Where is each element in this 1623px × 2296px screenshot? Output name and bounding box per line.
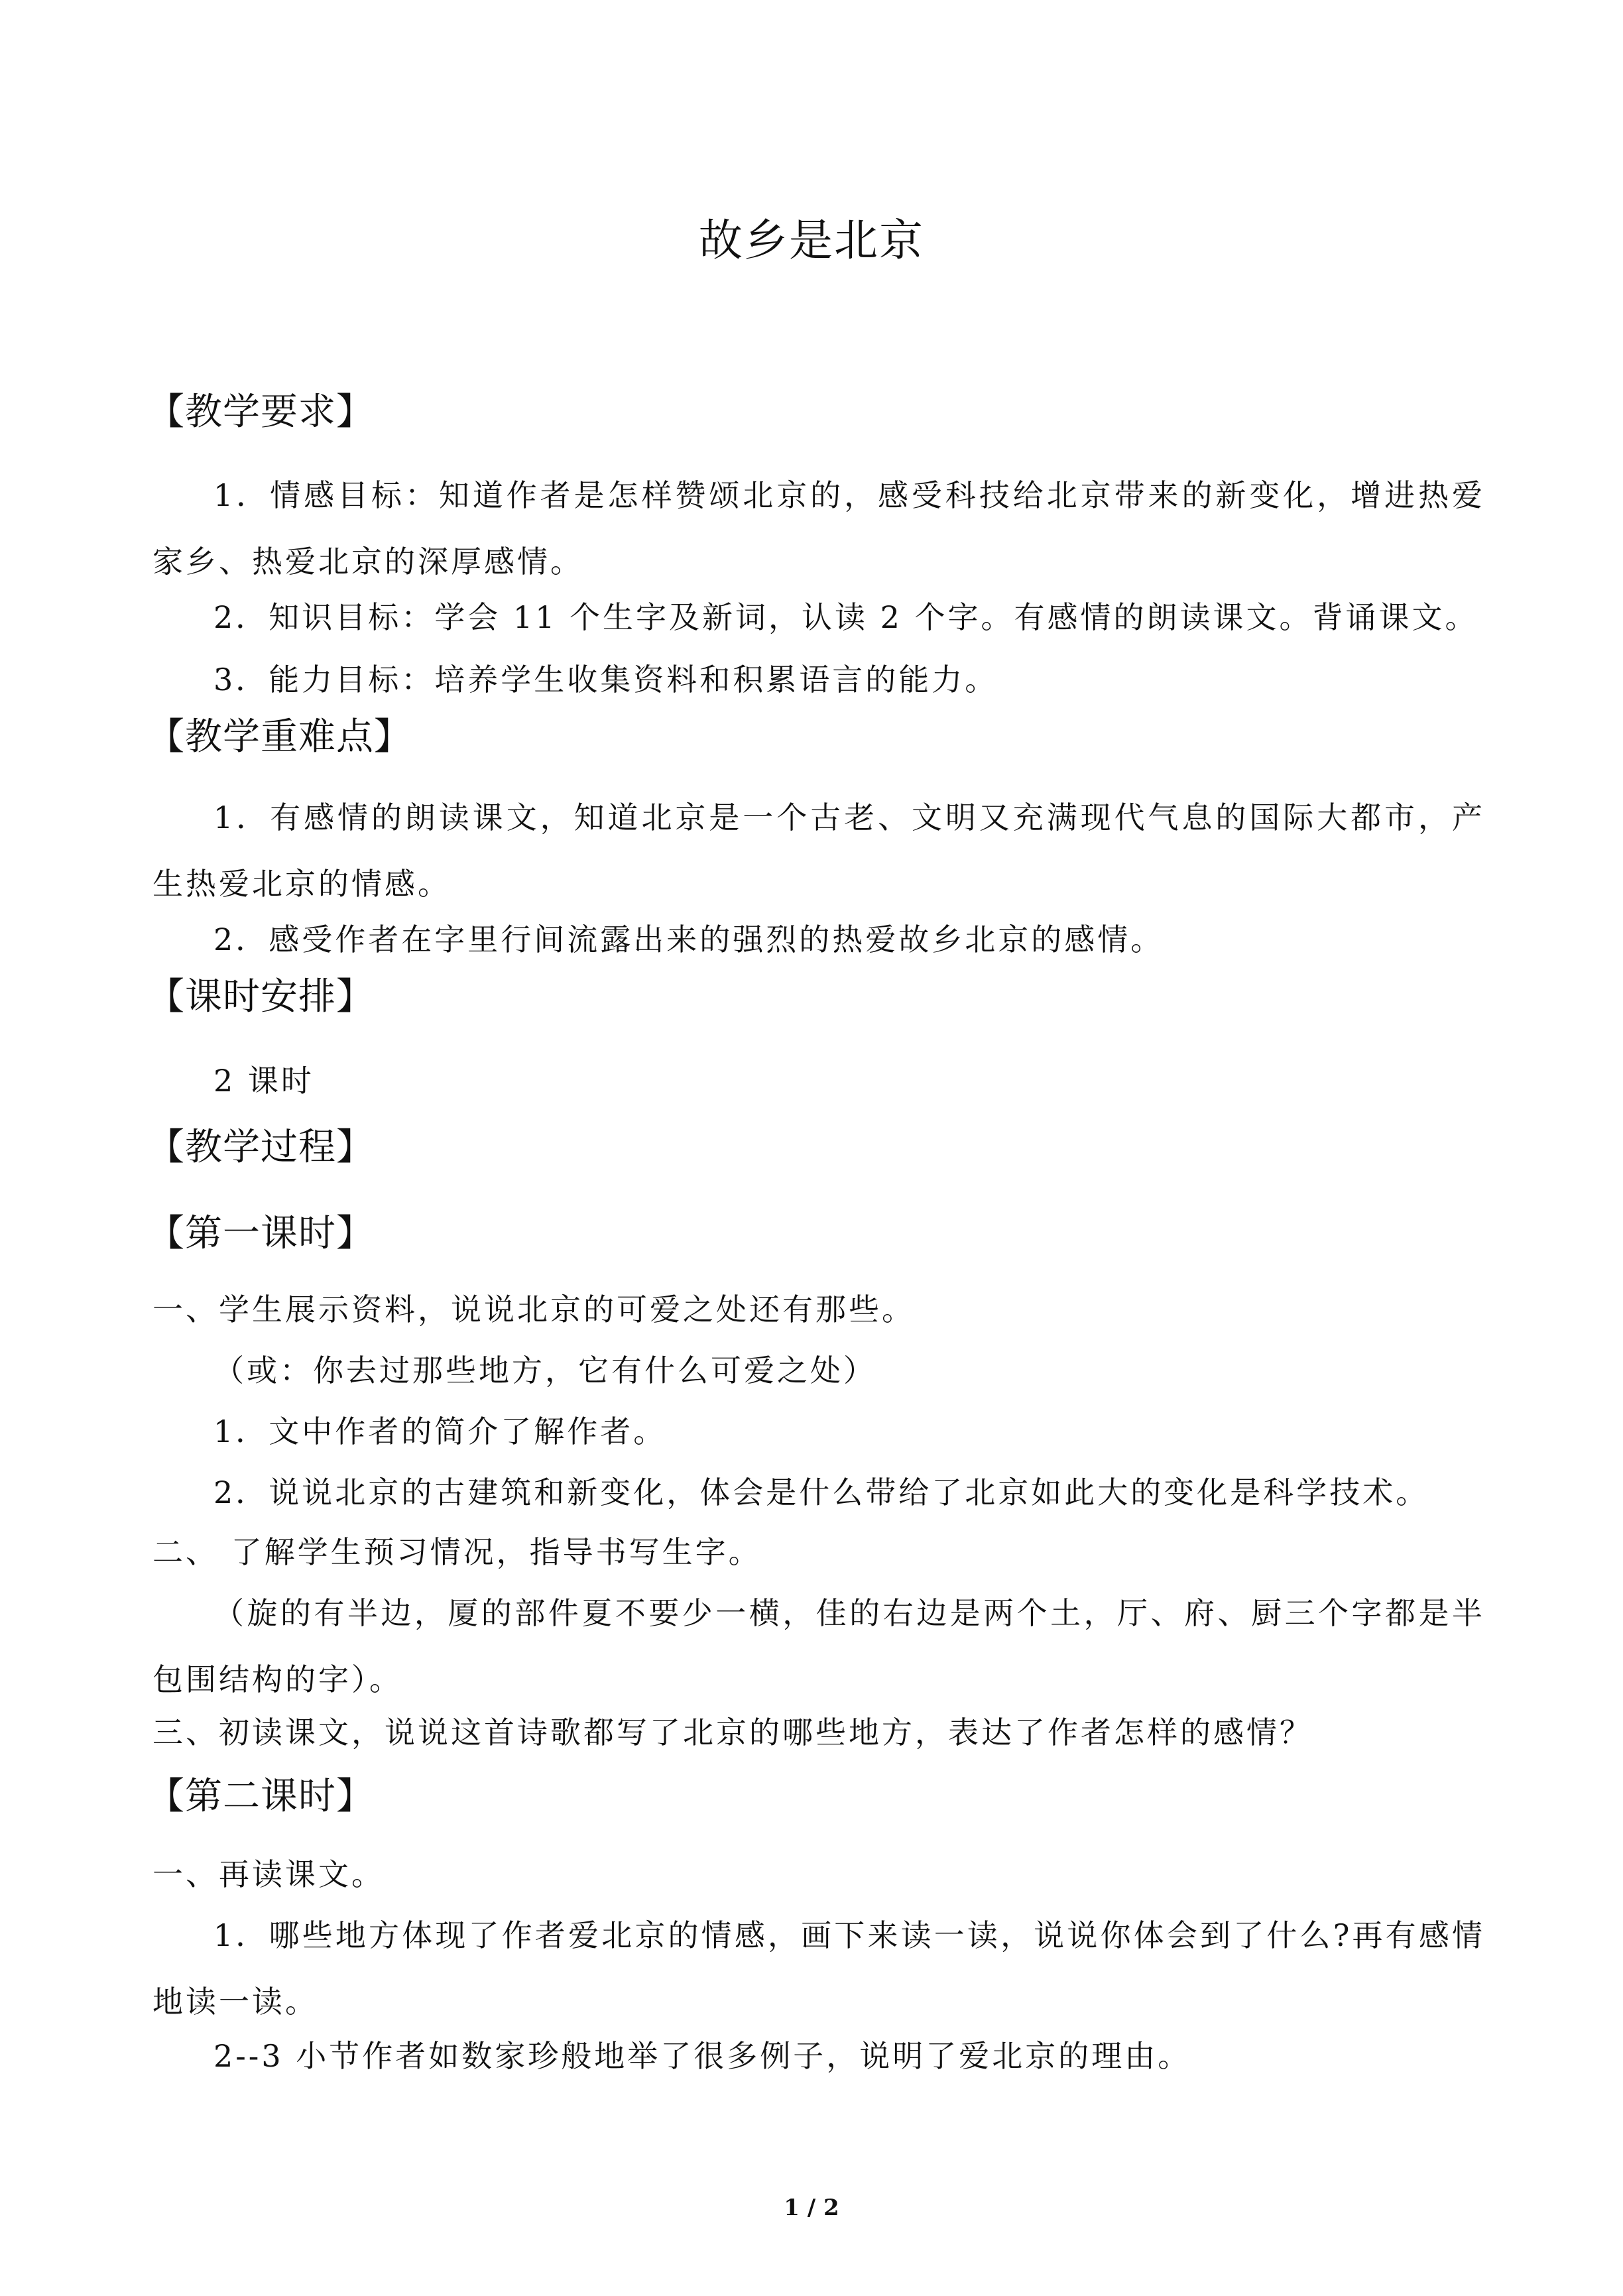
requirement-item-2: 2．知识目标：学会 11 个生字及新词，认读 2 个字。有感情的朗读课文。背诵课文。	[213, 599, 1478, 635]
heading-process: 【教学过程】	[147, 1126, 374, 1169]
lesson-one-step-1: 一、学生展示资料，说说北京的可爱之处还有那些。	[152, 1292, 915, 1327]
difficulty-item-2: 2．感受作者在字里行间流露出来的强烈的热爱故乡北京的感情。	[213, 922, 1164, 957]
lesson-two-step-1: 一、再读课文。	[152, 1856, 385, 1892]
requirement-item-3: 3．能力目标：培养学生收集资料和积累语言的能力。	[213, 662, 998, 697]
lesson-one-step-2-note: （旋的有半边，厦的部件夏不要少一横，佳的右边是两个土，厅、府、厨三个字都是半包围结构的字）。	[152, 1595, 1485, 1697]
heading-lesson-two: 【第二课时】	[147, 1775, 374, 1818]
lesson-one-step-1-item-2: 2．说说北京的古建筑和新变化，体会是什么带给了北京如此大的变化是科学技术。	[213, 1475, 1429, 1510]
heading-schedule: 【课时安排】	[147, 975, 374, 1018]
difficulty-item-1: 1．有感情的朗读课文，知道北京是一个古老、文明又充满现代气息的国际大都市，产生热爱北京的情感。	[152, 800, 1485, 902]
requirement-item-1: 1．情感目标：知道作者是怎样赞颂北京的，感受科技给北京带来的新变化，增进热爱家乡、热爱北京的深厚感情。	[152, 477, 1485, 579]
lesson-two-step-1-item-1: 1．哪些地方体现了作者爱北京的情感，画下来读一读，说说你体会到了什么?再有感情地读一读。	[152, 1917, 1485, 2020]
schedule-text: 2 课时	[213, 1063, 314, 1099]
heading-key-difficulties: 【教学重难点】	[147, 715, 412, 758]
lesson-one-step-1-item-1: 1．文中作者的简介了解作者。	[213, 1414, 667, 1449]
heading-teaching-requirements: 【教学要求】	[147, 391, 374, 434]
lesson-one-step-3: 三、初读课文，说说这首诗歌都写了北京的哪些地方，表达了作者怎样的感情？	[152, 1715, 1313, 1750]
lesson-one-step-1-note: （或：你去过那些地方，它有什么可爱之处）	[213, 1353, 876, 1388]
page-number: 1 / 2	[784, 2195, 839, 2221]
heading-lesson-one: 【第一课时】	[147, 1212, 374, 1255]
lesson-one-step-2: 二、 了解学生预习情况，指导书写生字。	[152, 1534, 762, 1570]
document-title: 故乡是北京	[699, 215, 924, 266]
lesson-two-step-1-item-1-note: 2--3 小节作者如数家珍般地举了很多例子，说明了爱北京的理由。	[213, 2038, 1191, 2074]
